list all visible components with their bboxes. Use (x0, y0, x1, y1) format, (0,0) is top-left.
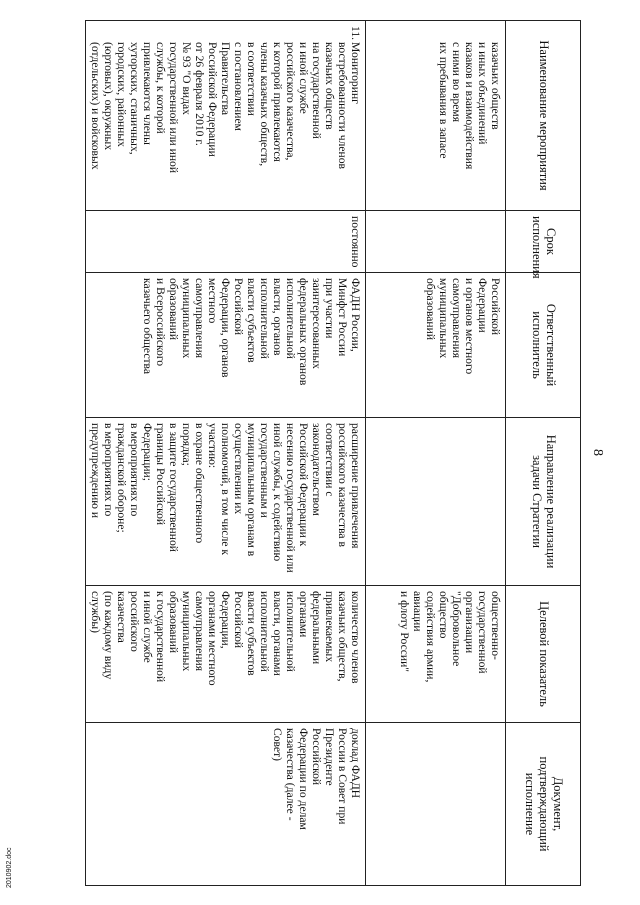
table-row (86, 21, 366, 886)
cell-executor: ФАДН России, Минфст России при участии заинтересованных федеральных органов исполнительной власти, органов исполнительной власти субъектов Российской Федерации, органов местного самоуправления муниципальных образований и Всероссийского казачьего общества (86, 273, 366, 418)
header-term: Срок исполнения (506, 211, 581, 273)
activity-name-text: казачьих обществ и иных объединений казаков и взаимодействия с ними во время их пребывания в запасе (437, 42, 502, 170)
file-name-text: 2010902.doc (6, 847, 13, 888)
cell-direction (366, 418, 506, 586)
header-direction: Направление реализации задачи Стратегии (506, 418, 581, 586)
cell-activity-name (366, 21, 506, 211)
file-name-label (6, 847, 46, 888)
table-header-row (506, 21, 581, 886)
cell-direction: расширение привлечения российского казачества в соответствии с законодательством Российской Федерации к несению государственной или иной службы, к содействию государственным и муниципальным органам в осуществлении их полномочий, в том числе к участию: в охране общественного порядка; в защите государственной границы Российской Федерации; в мероприятиях по гражданской обороне; в мероприятиях по предупреждению и (86, 418, 366, 586)
cell-term (366, 211, 506, 273)
header-activity-name: Наименование мероприятия (506, 21, 581, 211)
header-document: Документ, подтверждающий исполнение (506, 723, 581, 886)
header-indicator: Целевой показатель (506, 586, 581, 723)
rotated-content (50, 20, 605, 885)
cell-document: доклад ФАДН России в Совет при Президенте Российской Федерации по делам казачества (далее - Совет) (86, 723, 366, 886)
activities-table (85, 20, 581, 886)
cell-indicator: общественно- государственной организации "Добровольное общество содействия армии, авиации и флоту России" (366, 586, 506, 723)
cell-term: постоянно (86, 211, 366, 273)
activity-name-text: Мониторинг востребованности членов казачьих обществ на государственной и иной службе российского казачества, к которой привлекаются члены казачьих обществ, в соответствии с постановлением Правительства Российской Федерации от 26 февраля 2010 г. № 93 "О видах государственной или иной службы, к которой привлекаются члены хуторских, станичных, городских, районных (юртовых), окружных (отдельских) и войсковых (89, 42, 362, 174)
cell-document (366, 723, 506, 886)
row-number: 11. (349, 26, 362, 41)
cell-activity-name (86, 21, 366, 211)
cell-indicator: количество членов казачьих обществ, привлекаемых федеральными органами исполнительной власти, органами исполнительной власти субъектов Российской Федерации, органами местного самоуправления муниципальных образований к государственной и иной службе российского казачества (по каждому виду службы) (86, 586, 366, 723)
page-number: 8 (590, 449, 605, 456)
table-row (366, 21, 506, 886)
cell-executor: Российской Федерации и органов местного самоуправления муниципальных образований (366, 273, 506, 418)
header-executor: Ответственный исполнитель (506, 273, 581, 418)
